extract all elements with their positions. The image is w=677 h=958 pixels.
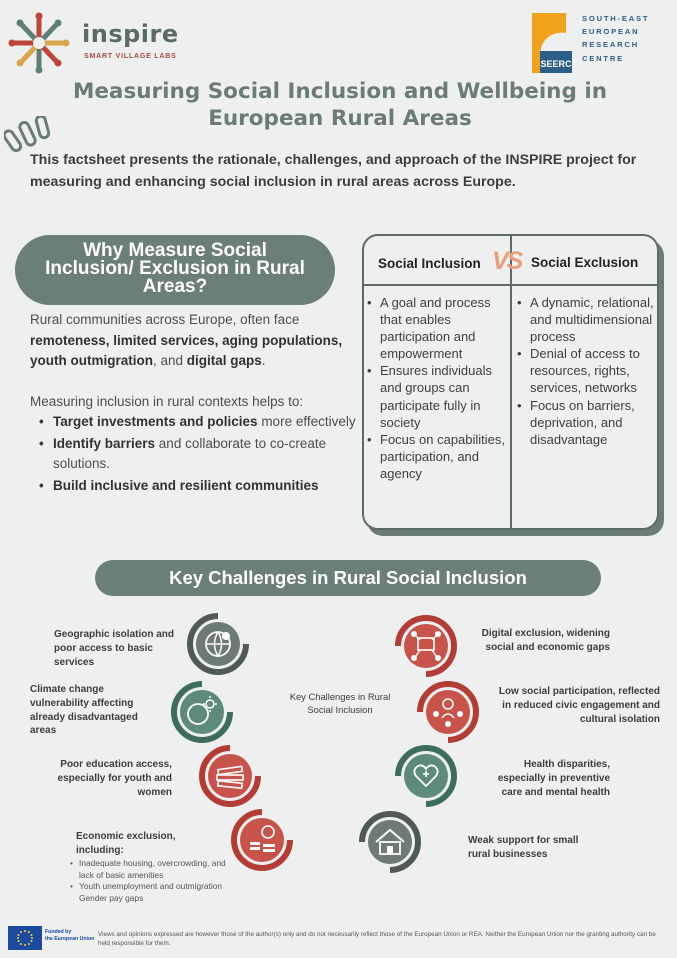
funded-by-label: [45, 929, 95, 943]
text-run: and collaborate to co-create solutions.: [53, 435, 327, 471]
benefit-list: [36, 412, 356, 497]
shop-icon: [358, 810, 422, 874]
brand-tagline: SMART VILLAGE LABS: [84, 53, 177, 60]
challenge-climate: Climate change vulnerability affecting already disadvantaged areas: [30, 684, 138, 737]
why-heading-line: Why Measure Social: [83, 240, 267, 261]
list-item: [36, 434, 356, 475]
challenges-center-label: Key Challenges in Rural Social Inclusion: [289, 691, 391, 715]
brand-name: inspire: [82, 20, 179, 48]
why-heading-line: Areas?: [142, 276, 208, 297]
comparison-table: [362, 234, 659, 530]
challenges-heading: Key Challenges in Rural Social Inclusion: [95, 560, 601, 596]
rural-paragraph: [30, 310, 352, 372]
text-run-bold: remoteness, limited services, aging populations, youth outmigration: [30, 332, 343, 368]
list-item: [36, 476, 356, 497]
challenge-economic: Economic exclusion, including:: [76, 831, 176, 856]
why-heading: [15, 235, 335, 305]
exclusion-list: [516, 294, 656, 448]
inclusion-list: [366, 294, 506, 482]
heart-hand-icon: [394, 744, 458, 808]
seerc-logo: [532, 13, 572, 73]
economic-sublist: [70, 858, 230, 904]
list-item: • Focus on barriers, deprivation, and disadvantage: [516, 397, 656, 448]
text-run-bold: Target investments and policies: [53, 414, 258, 429]
text-run: Rural communities across Europe, often face: [30, 312, 300, 327]
globe-pin-icon: [186, 612, 250, 676]
seerc-mark-text: SEERC: [540, 59, 572, 69]
eu-flag-icon: [8, 926, 42, 950]
intro-text: This factsheet presents the rationale, challenges, and approach of the INSPIRE project for measuring and enhancing social inclusion in rural areas across Europe.: [30, 152, 637, 190]
challenge-geographic: Geographic isolation and poor access to basic services: [54, 629, 175, 668]
text-run-bold: Identify barriers: [53, 435, 156, 451]
climate-icon: [170, 680, 234, 744]
column-divider: [510, 236, 512, 528]
list-item: • Inadequate housing, overcrowding, and lack of basic amenities: [70, 858, 230, 881]
list-item: • A goal and process that enables participation and empowerment: [366, 294, 506, 362]
inclusion-heading: Social Inclusion: [378, 256, 481, 271]
challenge-digital: Digital exclusion, widening social and economic gaps: [481, 628, 610, 653]
challenge-health: Health disparities, especially in preventive care and mental health: [497, 759, 610, 798]
partner-line: EUROPEAN: [582, 27, 640, 37]
text-run-bold: digital gaps: [186, 353, 262, 368]
page-title: Measuring Social Inclusion and Wellbeing in European Rural Areas: [72, 79, 608, 131]
text-run: .: [261, 353, 266, 368]
why-heading-line: Inclusion/ Exclusion in Rural: [45, 258, 305, 279]
list-item: • Denial of access to resources, rights, services, networks: [516, 345, 656, 396]
funded-line: the European Union: [45, 936, 95, 942]
partner-line: RESEARCH: [582, 40, 640, 50]
funded-line: Funded by: [45, 929, 72, 935]
network-icon: [394, 614, 458, 678]
list-item: • Ensures individuals and groups can participate fully in society: [366, 362, 506, 430]
people-icon: [416, 680, 480, 744]
helps-paragraph: Measuring inclusion in rural contexts helps to:: [30, 394, 304, 409]
partner-line: SOUTH-EAST: [582, 14, 650, 23]
disclaimer: Views and opinions expressed are however those of the author(s) only and do not necessarily reflect those of the European Union or REA. Neither the European Union nor the granting authority can be held responsible for them.: [98, 931, 656, 947]
text-run-bold: Build inclusive and resilient communities: [53, 477, 319, 493]
list-item: • Focus on capabilities, participation, and agency: [366, 431, 506, 482]
books-icon: [198, 744, 262, 808]
inspire-logo: [8, 12, 70, 74]
vs-mark: VS: [492, 247, 522, 275]
list-item: [36, 412, 356, 433]
text-run: , and: [152, 353, 187, 368]
list-item: • Youth unemployment and outmigration Gender pay gaps: [70, 881, 230, 904]
challenge-participation: Low social participation, reflected in reduced civic engagement and cultural isolation: [498, 686, 660, 725]
partner-name: [582, 12, 649, 65]
money-icon: [230, 808, 294, 872]
partner-line: CENTRE: [582, 53, 625, 63]
text-run: more effectively: [257, 414, 356, 429]
challenge-education: Poor education access, especially for youth and women: [57, 759, 172, 798]
list-item: • A dynamic, relational, and multidimensional process: [516, 294, 656, 345]
challenge-business: Weak support for small rural businesses: [468, 835, 579, 860]
exclusion-heading: Social Exclusion: [531, 255, 639, 270]
